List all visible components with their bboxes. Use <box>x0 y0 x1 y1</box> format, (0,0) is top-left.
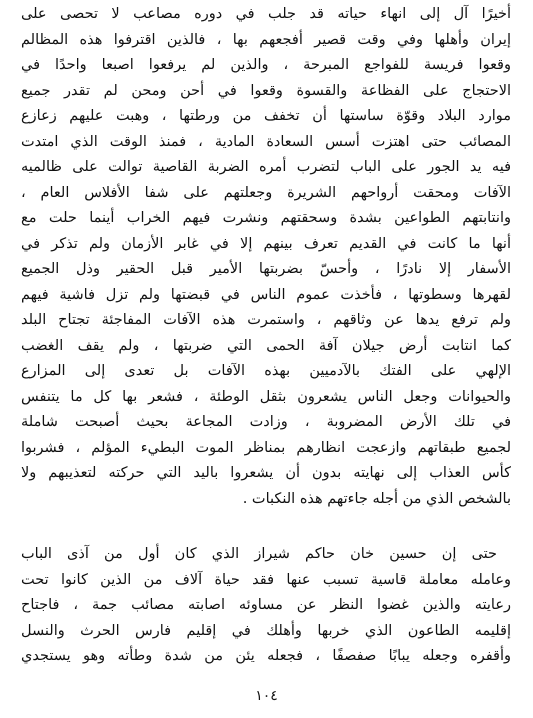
paragraph-2 <box>21 542 511 670</box>
text-line: إقليمه الطاعون الذي خربها وأهلك في إقليم فارس الحرث والنسل <box>21 622 511 639</box>
text-line: الأسفار إلا نادرًا ، وأحسّ بضربتها الأمير قبل الحقير وذل الجميع <box>21 261 511 277</box>
text-line: وانتابتهم الطواعين بشدة وسحقتهم ونشرت فيهم الخراب أينما حلت مع <box>21 210 511 226</box>
text-line: وقعوا فريسة للفواجع المبرحة ، والذين لم يرفعوا اصبعا واحدًا في <box>21 57 511 73</box>
text-line-last: بالشخص الذي من أجله جاءتهم هذه النكبات . <box>242 490 511 507</box>
text-line: وأقفره وجعله يبابًا صفصفًا ، فجعله يئن من شدة وطأته وهو يستجدي <box>21 648 511 664</box>
text-line: لجميع طبقاتهم وازعجت انظارهم بمناظر الموت البطيء المؤلم ، فشربوا <box>21 439 511 456</box>
text-line: أنها ما كانت في القديم تعرف بينهم إلا في غابر الأزمان ولم تذكر في <box>21 235 511 252</box>
text-line: والحيوانات وجعل الناس يشعرون بثقل الوطئة ، فشعر بها كل ما يتنفس <box>21 388 511 405</box>
text-line: ولم ترفع يدها عن وثاقهم ، واستمرت هذه الآفات المفاجئة تجتاح البلد <box>21 312 511 328</box>
text-line: الإلهي على الفتك بالآدميين بهذه الآفات بل تعدى إلى المزارع <box>21 363 511 379</box>
text-line: موارد البلاد وقوّة ساستها أن تخفف من ورطتها ، وهبت عليهم زعازع <box>21 108 511 124</box>
page-number: ١٠٤ <box>255 688 278 704</box>
text-line: الاحتجاج على الفظاعة والقسوة وقعوا في أحن ومحن لم تقدر جميع <box>21 82 511 99</box>
text-line: الآفات ومحقت أرواحهم الشريرة وجعلتهم على شفا الأفلاس العام ، <box>21 184 511 201</box>
text-line-first: حتى إن حسين خان حاكم شيراز الذي كان أول من آذى الباب <box>21 546 497 562</box>
text-line: وعامله معاملة قاسية تسبب عنها فقد حياة آلاف من الذين كانوا تحت <box>21 571 511 588</box>
text-line: كأس العذاب إلى نهايته بدون أن يشعروا باليد التي حركته لتعذيبهم ولا <box>21 465 511 481</box>
text-line: كما انتابت أرض جيلان آفة الحمى التي ضربتها ، ولم يقف الغضب <box>21 337 511 354</box>
text-line: فيه يد الجور على الباب لتضرب أمره الضربة القاصية توالت على ظالميه <box>21 159 511 175</box>
text-line: أخيرًا آل إلى انهاء حياته قد جلب في دوره مصاعب لا تحصى على <box>21 6 511 22</box>
text-line: لقهرها وسطوتها ، فأخذت عموم الناس في قبضتها ولم تزل فاشية فيهم <box>21 286 511 303</box>
text-line: المصائب حتى اهتزت أسس السعادة المادية ، فمنذ الوقت الذي امتدت <box>21 133 511 150</box>
text-line: في تلك الأرض المضروبة ، وزادت المجاعة بحيث أصبحت شاملة <box>21 414 511 430</box>
paragraph-1 <box>21 2 511 512</box>
text-line: رعايته والذين غضوا النظر عن مساوئه اصابته مصائب جمة ، فاجتاح <box>21 597 511 613</box>
text-line: إيران وأهلها وفي وقت قصير أفجعهم بها ، فالذين اقترفوا هذه المظالم <box>21 31 511 48</box>
